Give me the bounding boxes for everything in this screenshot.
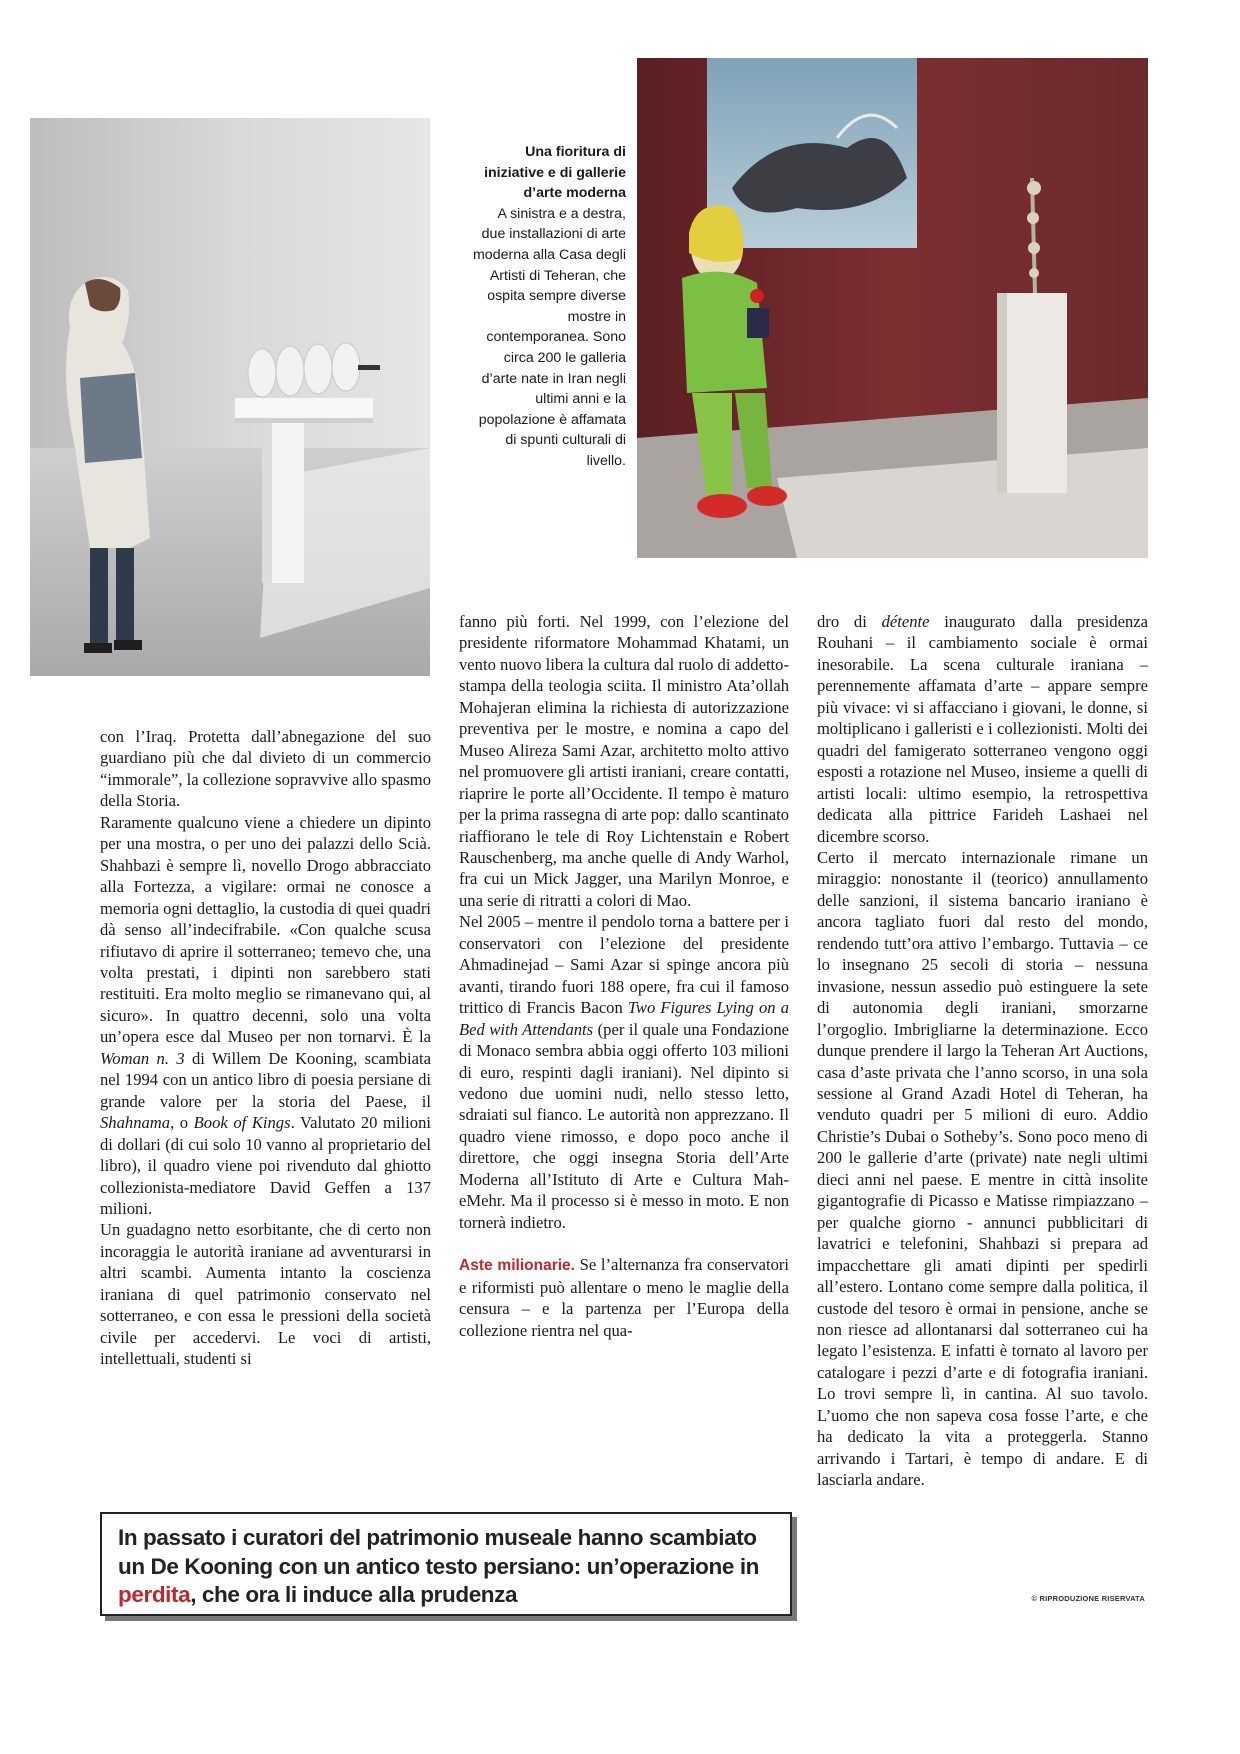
text-run: . Valutato 20 milioni di dollari (di cui solo 10 vanno al proprietario del libro), il quadro viene poi rivenduto dal ghiotto collezionista-mediatore David Geffen a 137 milioni. [100,1113,431,1218]
paragraph [459,1254,789,1341]
text-run: di Willem De Kooning, scambiata nel 1994 con un antico libro di poesia persiane di grande valore per la storia del Paese, il [100,1048,431,1111]
copyright-notice: © RIPRODUZIONE RISERVATA [1031,1594,1145,1603]
photo-woman-with-sculpture [30,118,430,676]
paragraph [817,611,1148,847]
paragraph: Un guadagno netto esorbitante, che di certo non incoraggia le autorità iraniane ad avventurarsi in altri scambi. Aumenta intanto la coscienza iraniana di quel patrimonio conservato nel sotterraneo, e con essa le pressioni della società civile per accedervi. Le voci di artisti, intellettuali, studenti si [100,1220,431,1369]
text-run: inaugurato dalla presidenza Rouhani – il cambiamento sociale è ormai inesorabile. La scena culturale iraniana – perennemente affamata d’arte – appare sempre più vivace: vi si affacciano i giovani, le donne, si moltiplicano i galleristi e i collezionisti. Molti dei quadri del famigerato sotterraneo vengono oggi esposti a rotazione nel Museo, insieme a quelli di artisti locali: ultimo esempio, la retrospettiva dedicata alla pittrice Farideh Lashaei nel dicembre scorso. [817,612,1148,846]
paragraph: Certo il mercato internazionale rimane un miraggio: nonostante il (teorico) annullamento delle sanzioni, il sistema bancario iraniano è ancora tagliato fuori dal resto del mondo, rendendo tutt’ora attivo l’embargo. Tuttavia – ce lo insegnano 25 secoli di storia – nessuna invasione, nessun assedio può estinguere la sete di autonomia degli iraniani, smorzarne l’orgoglio. Imbrigliarne la determinazione. Ecco dunque prendere il largo la Teheran Art Auctions, casa d’aste privata che l’anno scorso, in una sola sessione al Grand Azadi Hotel di Teheran, ha venduto quadri per 5 milioni di euro. Addio Christie’s Dubai o Sotheby’s. Sono poco meno di 200 le gallerie d’arte (private) nate negli ultimi dieci anni nel paese. E mentre in città insolite gigantografie di Picasso e Matisse rimpiazzano – per qualche giorno - annunci pubblicitari di lavatrici e telefonini, Shahbazi si prepara ad impacchettare gli amati dipinti per spedirli all’estero. Lontano come sempre dalla politica, il custode del tesoro è ormai in pensione, anche se non riesce ad allontanarsi dal sotterraneo cui ha legato l’esistenza. E infatti è tornato al lavoro per catalogare i pezzi d’arte e di fotografia iraniani. Lo trovi sempre lì, in cantina. Al suo tavolo. L’uomo che non sapeva cosa fosse l’arte, e che ha dedicato la vita a proteggerla. Stanno arrivando i Tartari, è tempo di andare. E di lasciarla andare. [817,847,1148,1490]
pull-quote-box [100,1512,792,1616]
text-run: , o [170,1113,194,1133]
caption-body: A sinistra e a destra, due installazioni di arte moderna alla Casa degli Artisti di Teheran, che ospita sempre diverse mostre in contemporanea. Sono circa 200 le galleria d’arte nate in Iran negli ultimi anni e la popolazione è affamata di spunti culturali di livello. [472,205,626,469]
paragraph: con l’Iraq. Protetta dall’abnegazione del suo guardiano più che dal divieto di un commercio “immorale”, la collezione sopravvive allo spasmo della Storia. [100,727,431,811]
text-run: Se l’alternanza fra conservatori e riformisti può allentare o meno le maglie della censura – e la partenza per l’Europa della collezione rientra nel qua- [459,1255,789,1340]
photo-colorful-sculpture [637,58,1148,558]
text-run: dro di [817,612,882,631]
book-title: Shahnama [100,1113,171,1133]
caption-title: Una fioritura di iniziative e di gallerie d’arte moderna [484,144,626,202]
text-run: Raramente qualcuno viene a chiedere un dipinto per una mostra, o per uno dei palazzi dello Scià. Shahbazi è sempre lì, novello Drogo abbracciato alla Fortezza, a vigilare: ormai ne conosce a memoria ogni dettaglio, la custodia di quei quadri dà senso all’indecifrabile. «Con qualche scusa rifiutavo di aprire il sotterraneo; temevo che, una volta prestati, i dipinti non sarebbero stati restituiti. Era molto meglio se rimanevano qui, al sicuro». In quattro decenni, solo una volta un’opera esce dal Museo per non tornarvi. È la [100,812,431,1047]
article-column-1 [100,726,431,1370]
artwork-title: Two Figures Lying on a Bed with Attendants [459,998,790,1039]
pull-quote [102,1514,790,1620]
pull-quote-text: , che ora li induce alla prudenza [190,1582,518,1607]
paragraph [100,812,431,1220]
photo-caption [470,142,626,472]
section-heading: Aste milionarie. [459,1257,575,1275]
pull-quote-text: In passato i curatori del patrimonio museale hanno scambiato un De Kooning con un antico testo persiano: un’operazione in [118,1525,760,1579]
italic-term: détente [881,612,930,631]
article-column-2 [459,611,789,1341]
text-run: (per il quale una Fondazione di Monaco sembra abbia oggi offerto 103 milioni di euro, respinti dagli iraniani). Nel dipinto si vedono due uomini nudi, nello stesso letto, sdraiati sul fianco. Le autorità non apprezzano. Il quadro viene rimosso, e dopo poco anche il direttore, che oggi insegna Storia dell’Arte Moderna all’Istituto di Arte e Cultura Mah-eMehr. Ma il processo si è messo in moto. E non tornerà indietro. [459,1019,789,1232]
article-column-3 [817,611,1148,1491]
book-title: Book of Kings [193,1113,291,1133]
artwork-title: Woman n. 3 [100,1048,185,1068]
text-run: Nel 2005 – mentre il pendolo torna a battere per i conservatori con l’elezione del presidente Ahmadinejad – Sami Azar si spinge ancora più avanti, tirando fuori 188 opere, fra cui il famoso trittico di Francis Bacon [459,912,789,1018]
paragraph [459,911,789,1233]
pull-quote-accent: perdita [118,1582,191,1607]
paragraph: fanno più forti. Nel 1999, con l’elezione del presidente riformatore Mohammad Khatami, un vento nuovo libera la cultura dal ruolo di addetto-stampa della teologia sciita. Il ministro Ata’ollah Mohajeran elimina la richiesta di autorizzazione preventiva per le mostre, e nomina a capo del Museo Alireza Sami Azar, architetto molto attivo nel promuovere gli artisti iraniani, creare contatti, riaprire le porte all’Occidente. Il tempo è maturo per la prima rassegna di arte pop: dallo scantinato riaffiorano le tele di Roy Lichtenstain e Robert Rauschenberg, ma anche quelle di Andy Warhol, fra cui un Mick Jagger, una Marilyn Monroe, e una serie di ritratti a colori di Mao. [459,612,789,910]
